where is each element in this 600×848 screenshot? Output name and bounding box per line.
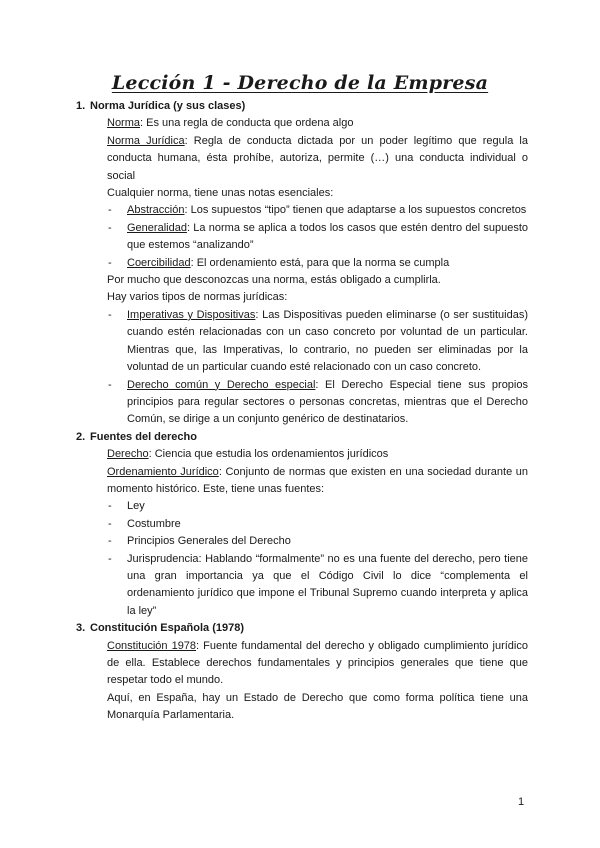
list-item: - Imperativas y Dispositivas: Las Dispositivas pueden eliminarse (o ser sustituidas) cuando estén relacionadas con un caso concreto por voluntad de un particular. Mientras que, las Imperativas, lo contrario, no pueden ser eliminadas por la voluntad de un particular cuando esté relacionado con un caso concreto. <box>108 308 528 374</box>
list-item: - Jurisprudencia: Hablando “formalmente” no es una fuente del derecho, pero tiene una gran importancia ya que el Código Civil lo dice “complementa el ordenamiento jurídico que impone el Tribunal Supremo cuando interpreta y aplica la ley” <box>108 552 528 617</box>
list-item: - Coercibilidad: El ordenamiento está, para que la norma se cumpla <box>108 256 450 269</box>
list-item: - Costumbre <box>108 517 181 530</box>
document-body <box>76 98 529 725</box>
section-heading-3: 3. Constitución Española (1978) <box>76 622 245 635</box>
list-item: - Derecho común y Derecho especial: El Derecho Especial tiene sus propios principios para regular sectores o personas concretas, mientras que el Derecho Común, se dirige a un conjunto genérico de destinatarios. <box>108 378 528 426</box>
definition-ordenamiento: Ordenamiento Jurídico: Conjunto de normas que existen en una sociedad durante un momento histórico. Este, tiene unas fuentes: <box>107 465 529 495</box>
page-number: 1 <box>518 796 525 808</box>
definition-derecho: Derecho: Ciencia que estudia los ordenamientos jurídicos <box>107 448 389 461</box>
list-item: - Generalidad: La norma se aplica a todos los casos que estén dentro del supuesto que estemos “analizando” <box>108 221 528 252</box>
definition-norma: Norma: Es una regla de conducta que ordena algo <box>107 117 354 130</box>
types-intro: Hay varios tipos de normas jurídicas: <box>107 291 288 304</box>
definition-norma-juridica: Norma Jurídica: Regla de conducta dictada por un poder legítimo que regula la conducta humana, ésta prohíbe, autoriza, permite (…) una conducta individual o social <box>107 134 528 182</box>
list-item: - Principios Generales del Derecho <box>108 535 291 548</box>
page-title: Lección 1 - Derecho de la Empresa <box>111 72 489 94</box>
list-item: - Abstracción: Los supuestos “tipo” tienen que adaptarse a los supuestos concretos <box>108 204 527 217</box>
espana-text: Aquí, en España, hay un Estado de Derecho que como forma política tiene una Monarquía Parlamentaria. <box>107 691 528 722</box>
section-heading-2: 2. Fuentes del derecho <box>76 430 197 443</box>
definition-constitucion: Constitución 1978: Fuente fundamental del derecho y obligado cumplimiento jurídico de ella. Establece derechos fundamentales y principios generales que tiene que respetar todo el mundo. <box>107 639 528 687</box>
obligation-text: Por mucho que desconozcas una norma, estás obligado a cumplirla. <box>107 274 441 287</box>
section-heading-1: 1. Norma Jurídica (y sus clases) <box>76 100 246 112</box>
notes-intro: Cualquier norma, tiene unas notas esenciales: <box>107 187 334 200</box>
list-item: - Ley <box>108 500 145 513</box>
